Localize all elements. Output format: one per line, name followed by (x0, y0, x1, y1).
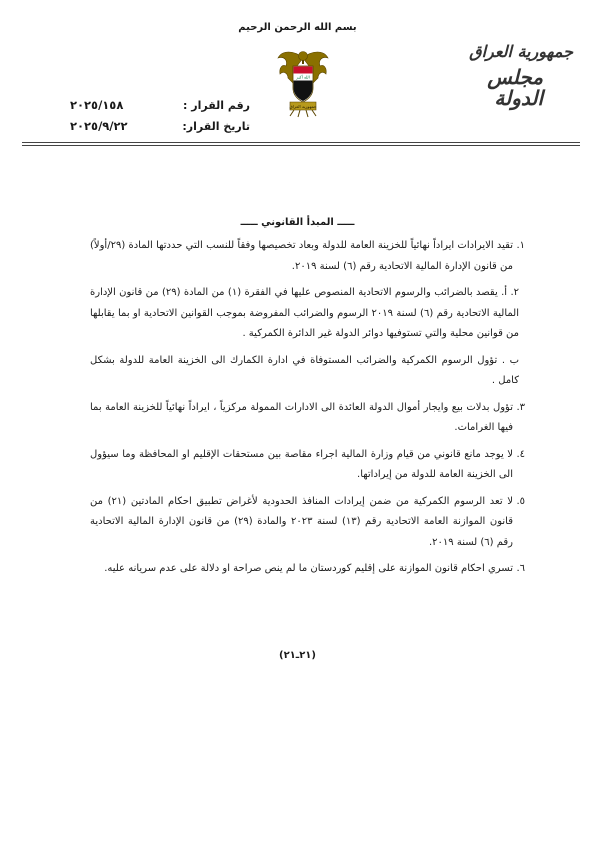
item-number: ٦. (516, 563, 525, 574)
state-council-heading: مجلس الدولة (487, 64, 543, 110)
item-text: لا يوجد مانع قانوني من قيام وزارة المالية اجراء مقاصة بين مستحقات الإقليم او المحافظة وما سيؤول الى الخزينة العامة للدولة من إيراداتها. (90, 448, 513, 480)
decision-number-value: ٢٠٢٥/١٥٨ (70, 98, 124, 112)
decision-date-value: ٢٠٢٥/٩/٢٢ (70, 119, 128, 133)
principle-item-5 (90, 492, 523, 554)
principle-content (90, 236, 523, 586)
item-number: ب . (501, 354, 519, 366)
legal-principle-title: ـــــ المبدأ القانوني ـــــ (240, 217, 355, 228)
emblem-caption: جمهورية العراق (289, 104, 317, 109)
header-divider-secondary (22, 145, 580, 146)
principle-item-1 (90, 236, 523, 277)
decision-number-row (70, 95, 250, 116)
principle-item-2b (90, 351, 523, 392)
iraq-eagle-emblem-icon (276, 44, 330, 120)
header-divider (22, 142, 580, 143)
item-text: يقصد بالضرائب والرسوم الاتحادية المنصوص عليها في الفقرة (١) من المادة (٢٩) من قانون الإدارة المالية الاتحادية رقم (٦) لسنة ٢٠١٩ الرسوم والضرائب المفروضة بموجب القوانين الاتحادية او بما يقابلها من قوانين محلية والتي تستوفيها دوائر الدولة غير الدائرة الكمركية . (90, 287, 519, 339)
item-number: ٣. (516, 401, 525, 413)
decision-number-label: رقم القرار : (183, 99, 250, 112)
republic-of-iraq-heading: جمهورية العراق (469, 42, 573, 61)
decision-date-row (70, 116, 250, 137)
decision-date-label: تاريخ القرار: (182, 120, 250, 133)
item-number: ٢. أ. (501, 287, 519, 298)
principle-item-3 (90, 398, 523, 439)
page-number: (٢١ـ٢١) (278, 650, 316, 661)
item-text: لا تعد الرسوم الكمركية من ضمن إيرادات المنافذ الحدودية لأغراض تطبيق احكام المادتين (٢١) من قانون الموازنة العامة الاتحادية رقم (١٣) لسنة ٢٠٢٣ والمادة (٢٩) من قانون الإدارة المالية الاتحادية رقم (٦) لسنة ٢٠١٩. (90, 495, 513, 548)
principle-item-2a (90, 283, 523, 345)
item-number: ١. (516, 240, 525, 251)
item-text: تؤول الرسوم الكمركية والضرائب المستوفاة في ادارة الكمارك الى الخزينة العامة للدولة بشكل كامل . (90, 354, 519, 386)
item-number: ٤. (516, 448, 525, 460)
principle-item-4 (90, 445, 523, 486)
principle-item-6 (90, 559, 523, 580)
item-number: ٥. (516, 495, 525, 507)
item-text: تؤول بدلات بيع وايجار أموال الدولة العائدة الى الادارات الممولة مركزياً ، ايراداً نهائياً للخزينة العامة بما فيها الغرامات. (90, 401, 513, 433)
item-text: تسري احكام قانون الموازنة على إقليم كوردستان ما لم ينص صراحة او دلالة على عدم سريانه عليه. (104, 563, 513, 574)
council-letterhead (433, 44, 573, 109)
svg-text:الله أكبر: الله أكبر (296, 74, 310, 80)
item-text: تقيد الايرادات ايراداً نهائياً للخزينة العامة للدولة وبعاد تخصيصها وفقاً للنسب التي حددتها المادة (٢٩/أولاً) من قانون الإدارة المالية الاتحادية رقم (٦) لسنة ٢٠١٩. (90, 240, 513, 272)
basmala: بسم الله الرحمن الرحيم (238, 22, 357, 33)
decision-info (70, 95, 250, 137)
